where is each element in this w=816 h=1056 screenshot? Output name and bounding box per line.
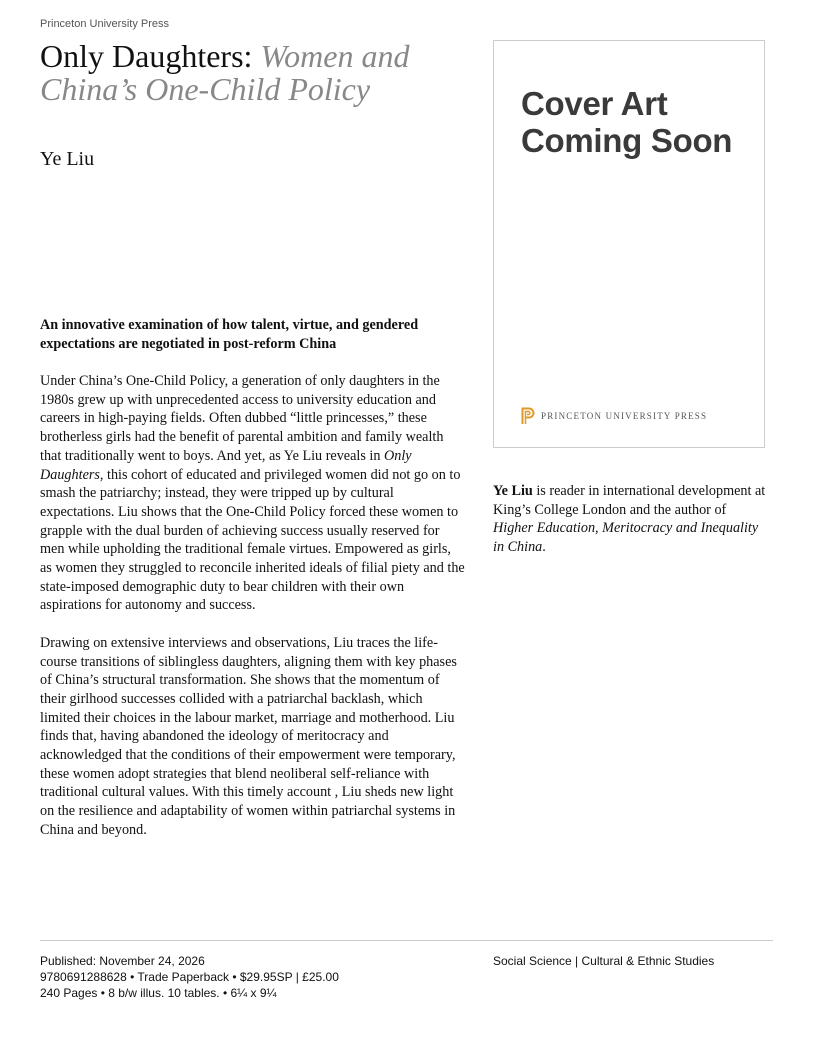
description-text: Under China’s One-Child Policy, a generation of only daughters in the 1980s grew up with unprecedented access to university education and careers in high-paying fields. Often dubbed “little princesses,” these brotherless girls had the benefit of parental ambition and family wealth that traditionally went to boys. And yet, as Ye Liu reveals in — [40, 373, 444, 464]
footer-details — [40, 953, 339, 1001]
bio-text: is reader in international development at King’s College London and the author of — [493, 483, 766, 518]
cover-line-1: Cover Art — [521, 85, 668, 122]
isbn-format-price: 9780691288628 • Trade Paperback • $29.95SP | £25.00 — [40, 970, 339, 984]
cover-line-2: Coming Soon — [521, 122, 733, 159]
publisher-label: Princeton University Press — [40, 18, 169, 30]
publication-date: Published: November 24, 2026 — [40, 954, 205, 968]
book-description — [40, 372, 465, 858]
book-subtitle: Women and China’s One-Child Policy — [40, 38, 410, 107]
bio-book-title: Higher Education, Meritocracy and Inequality in China — [493, 520, 759, 556]
book-title-main: Only Daughters: — [40, 38, 253, 74]
publisher-logo — [521, 407, 707, 425]
description-paragraph-2: Drawing on extensive interviews and observations, Liu traces the life-course transitions of siblingless daughters, aligning them with key phases of China’s structural transformation. She shows that the momentum of their girlhood successes collided with a patriarchal backlash, which limited their choices in the labour market, marriage and motherhood. Liu finds that, having abandoned the ideology of meritocracy and acknowledged that the conditions of their empowerment were temporary, these women adopt strategies that blend neoliberal self-reliance with traditional cultural values. With this timely account , Liu sheds new light on the resilience and adaptability of women within patriarchal systems in China and beyond. — [40, 634, 457, 838]
cover-placeholder — [493, 40, 765, 448]
book-author: Ye Liu — [40, 148, 95, 170]
footer-divider — [40, 940, 773, 941]
cover-placeholder-text — [521, 85, 732, 159]
bio-author-name: Ye Liu — [493, 483, 533, 499]
description-text: , this cohort of educated and privileged women did not go on to smash the patriarchy; instead, they were tripped up by cultural expectations. Liu shows that the One-Child Policy forced these women to grapple with the dual burden of achieving success usually reserved for men while upholding the traditional female virtues. Empowered as girls, as women they struggled to reconcile inherited ideals of filial piety and the state-imposed demographic duty to bear children with their own aspirations for autonomy and success. — [40, 466, 465, 614]
bio-end: . — [542, 539, 546, 556]
subject-categories: Social Science | Cultural & Ethnic Studies — [493, 954, 715, 968]
book-tagline: An innovative examination of how talent, virtue, and gendered expectations are negotiated in post-reform China — [40, 317, 419, 352]
author-bio — [493, 482, 768, 557]
publisher-logo-icon — [521, 407, 536, 425]
book-title — [40, 40, 460, 106]
description-paragraph-1 — [40, 372, 465, 615]
publisher-logo-text: PRINCETON UNIVERSITY PRESS — [541, 411, 708, 421]
page-details: 240 Pages • 8 b/w illus. 10 tables. • 6¼ x 9¼ — [40, 986, 277, 1000]
description-book-title: Only Daughters — [40, 447, 412, 483]
